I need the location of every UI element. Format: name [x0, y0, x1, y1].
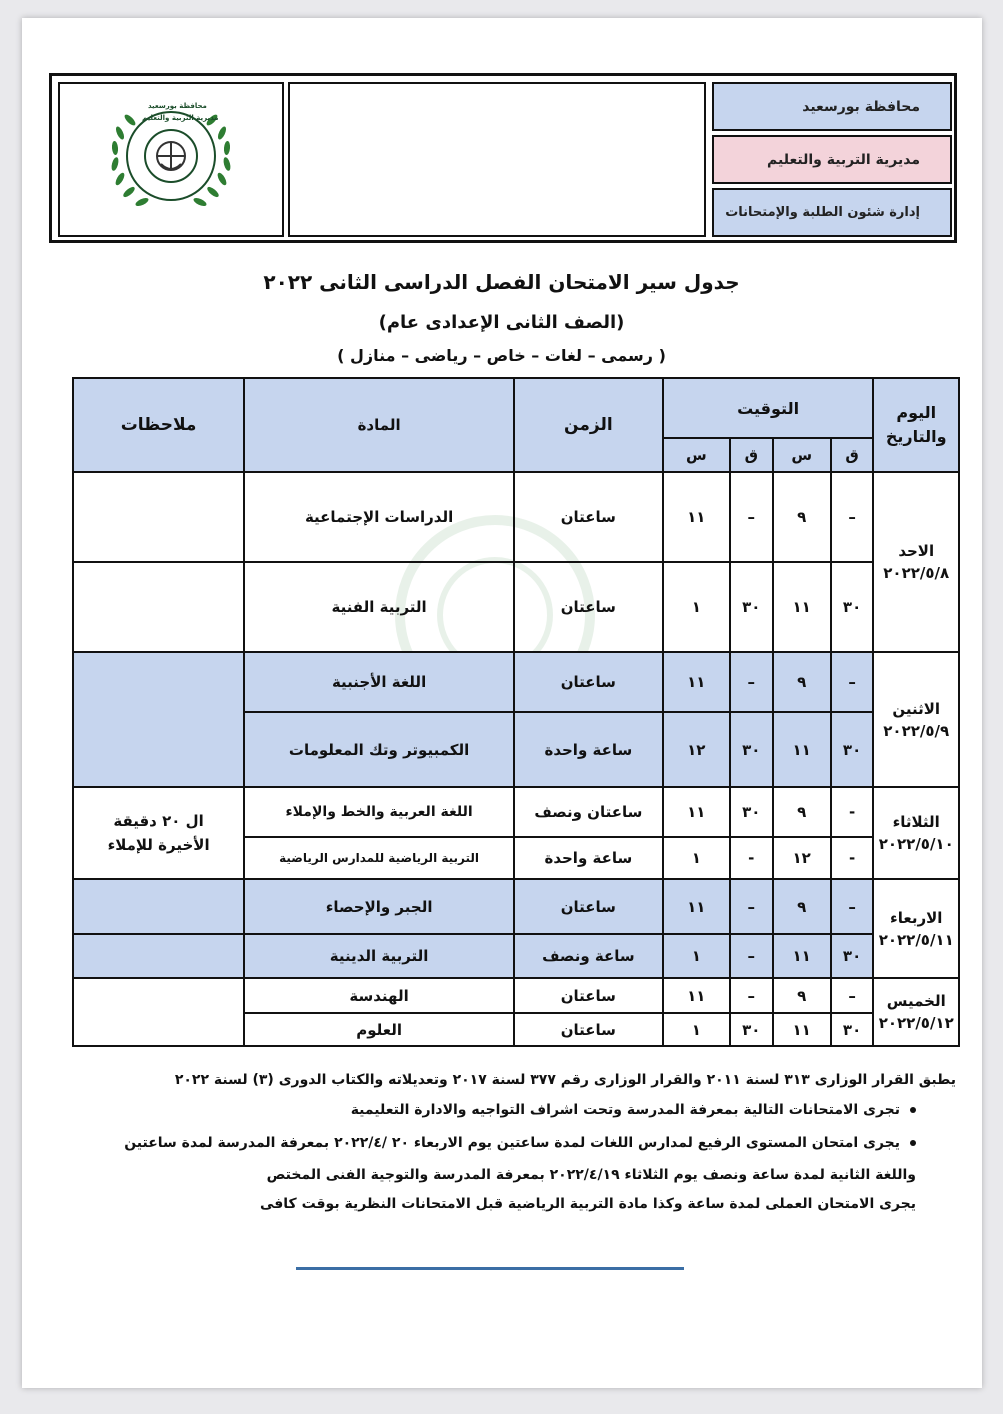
day-cell: [873, 787, 959, 879]
start-minutes: ٣٠: [831, 934, 874, 978]
note-text: تجرى الامتحانات التالية بمعرفة المدرسة وتحت اشراف التواجيه والادارة التعليمية: [350, 1102, 900, 1118]
note-text: يجرى امتحان المستوى الرفيع لمدارس اللغات لمدة ساعتين يوم الاربعاء ٢٠ /٢٠٢٢/٤ بمعرفة المدرسة لمدة ساعتين: [124, 1135, 900, 1151]
duration: ساعتان: [514, 652, 663, 712]
duration: ساعة ونصف: [514, 934, 663, 978]
governorate-label: محافظة بورسعيد: [712, 82, 952, 131]
day-name: الاربعاء: [890, 908, 943, 927]
subject: الدراسات الإجتماعية: [244, 472, 514, 562]
duration: ساعتان: [514, 1013, 663, 1046]
end-hours: ١١: [663, 978, 730, 1013]
note-bullet-2: [124, 1135, 916, 1151]
end-hours: ١١: [663, 787, 730, 837]
subject: الجبر والإحصاء: [244, 879, 514, 934]
duration: ساعة واحدة: [514, 712, 663, 787]
end-hours: ١: [663, 837, 730, 879]
end-minutes: –: [730, 652, 773, 712]
end-hours: ١١: [663, 652, 730, 712]
day-date: ٢٠٢٢/٥/٨: [883, 564, 950, 582]
end-hours: ١: [663, 562, 730, 652]
start-hours: ٩: [773, 978, 831, 1013]
duration: ساعتان: [514, 472, 663, 562]
day-cell: [873, 472, 959, 652]
day-name: الخميس: [886, 992, 946, 1010]
header-notes: ملاحظات: [73, 378, 244, 472]
header-duration: الزمن: [514, 378, 663, 472]
day-name: الاحد: [898, 542, 935, 560]
table-row: [73, 472, 959, 562]
bullet-icon: [910, 1140, 916, 1146]
subject: التربية الفنية: [244, 562, 514, 652]
footer-divider: [296, 1267, 684, 1270]
end-hours: ١٢: [663, 712, 730, 787]
start-hours: ١١: [773, 934, 831, 978]
school-types: ( رسمى – لغات – خاص – رياضى – منازل ): [337, 346, 666, 365]
note: [73, 652, 244, 787]
day-cell: [873, 978, 959, 1046]
start-hours: ١٢: [773, 837, 831, 879]
table-row: [73, 978, 959, 1013]
subject: الكمبيوتر وتك المعلومات: [244, 712, 514, 787]
exam-schedule-table: [72, 377, 960, 1047]
table-row: [73, 934, 959, 978]
start-hours: ٩: [773, 879, 831, 934]
end-minutes: ٣٠: [730, 1013, 773, 1046]
schedule-title: جدول سير الامتحان الفصل الدراسى الثانى ٢٠٢٢: [263, 270, 740, 294]
note: [73, 978, 244, 1046]
note: ال ٢٠ دقيقة الأخيرة للإملاء: [73, 787, 244, 879]
start-minutes: –: [831, 879, 874, 934]
start-hours: ١١: [773, 712, 831, 787]
subject: اللغة العربية والخط والإملاء: [244, 787, 514, 837]
start-hours: ٩: [773, 472, 831, 562]
subject: اللغة الأجنبية: [244, 652, 514, 712]
table-row: [73, 652, 959, 712]
start-hours: ٩: [773, 652, 831, 712]
note-practical: يجرى الامتحان العملى لمدة ساعة وكذا مادة التربية الرياضية قبل الامتحانات النظرية بوقت كافى: [259, 1196, 916, 1212]
day-name: الثلاثاء: [892, 813, 940, 831]
start-minutes: –: [831, 978, 874, 1013]
subject: الهندسة: [244, 978, 514, 1013]
duration: ساعة واحدة: [514, 837, 663, 879]
end-minutes: –: [730, 472, 773, 562]
end-hours: ١١: [663, 879, 730, 934]
day-date: ٢٠٢٢/٥/١٢: [878, 1014, 954, 1032]
start-minutes: –: [831, 472, 874, 562]
end-hours: ١١: [663, 472, 730, 562]
start-hours: ٩: [773, 787, 831, 837]
end-minutes: ٣٠: [730, 562, 773, 652]
end-minutes: -: [730, 837, 773, 879]
bullet-icon: [910, 1107, 916, 1113]
start-minutes: ٣٠: [831, 562, 874, 652]
table-row: [73, 562, 959, 652]
end-minutes: ٣٠: [730, 787, 773, 837]
header-end-minutes: ق: [730, 438, 773, 472]
header-start-hours: س: [773, 438, 831, 472]
day-cell: [873, 879, 959, 978]
header-timing: التوقيت: [663, 378, 874, 438]
day-date: ٢٠٢٢/٥/٩: [883, 721, 950, 740]
svg-text:محافظة بورسعيد: محافظة بورسعيد: [148, 102, 207, 110]
note: [73, 562, 244, 652]
header-end-hours: س: [663, 438, 730, 472]
directorate-seal-icon: [60, 84, 282, 235]
header-subject: المادة: [244, 378, 514, 472]
subject: التربية الرياضية للمدارس الرياضية: [244, 837, 514, 879]
start-minutes: –: [831, 652, 874, 712]
start-minutes: -: [831, 837, 874, 879]
subject: العلوم: [244, 1013, 514, 1046]
duration: ساعتان: [514, 562, 663, 652]
note-continuation: واللغة الثانية لمدة ساعة ونصف يوم الثلاثاء ٢٠٢٢/٤/١٩ بمعرفة المدرسة والتوجية الفنى المختص: [266, 1167, 916, 1183]
note: [73, 934, 244, 978]
start-minutes: -: [831, 787, 874, 837]
note: [73, 879, 244, 934]
end-minutes: –: [730, 978, 773, 1013]
svg-text:مديرية التربية والتعليم: مديرية التربية والتعليم: [142, 114, 219, 122]
note-decree: يطبق القرار الوزارى ٣١٣ لسنة ٢٠١١ والقرار الوزارى رقم ٣٧٧ لسنة ٢٠١٧ وتعديلاته والكتاب الدورى (٣) لسنة ٢٠٢٢: [174, 1072, 956, 1088]
header-day-date: اليوم والتاريخ: [873, 378, 959, 472]
end-hours: ١: [663, 934, 730, 978]
note-bullet-1: [351, 1102, 916, 1118]
start-minutes: ٣٠: [831, 712, 874, 787]
header-start-minutes: ق: [831, 438, 874, 472]
day-date: ٢٠٢٢/٥/١٠: [878, 835, 954, 853]
day-cell: [873, 652, 959, 787]
start-hours: ١١: [773, 562, 831, 652]
table-row: [73, 787, 959, 837]
blank-header-box: [288, 82, 706, 237]
grade-subtitle: (الصف الثانى الإعدادى عام): [378, 312, 625, 333]
end-minutes: –: [730, 934, 773, 978]
logo-box: [58, 82, 284, 237]
start-minutes: ٣٠: [831, 1013, 874, 1046]
end-minutes: ٣٠: [730, 712, 773, 787]
department-label: إدارة شئون الطلبة والإمتحانات: [712, 188, 952, 237]
day-date: ٢٠٢٢/٥/١١: [878, 930, 954, 949]
table-row: [73, 879, 959, 934]
end-minutes: –: [730, 879, 773, 934]
letterhead: [49, 73, 957, 243]
day-name: الاثنين: [892, 699, 941, 718]
directorate-label: مديرية التربية والتعليم: [712, 135, 952, 184]
start-hours: ١١: [773, 1013, 831, 1046]
subject: التربية الدينية: [244, 934, 514, 978]
duration: ساعتان ونصف: [514, 787, 663, 837]
note: [73, 472, 244, 562]
duration: ساعتان: [514, 978, 663, 1013]
end-hours: ١: [663, 1013, 730, 1046]
duration: ساعتان: [514, 879, 663, 934]
